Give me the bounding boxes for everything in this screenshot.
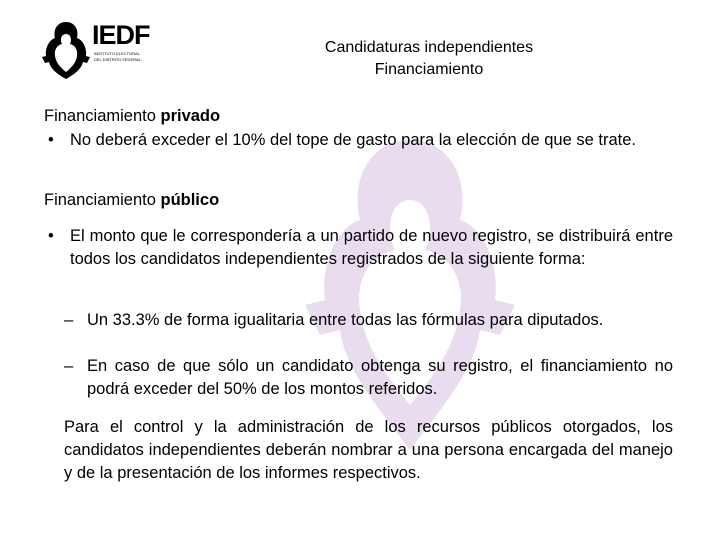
- bullet-marker: •: [48, 131, 54, 149]
- public-subitem-1: [64, 309, 673, 332]
- closing-paragraph: Para el control y la administración de los recursos públicos otorgados, los candidatos independientes deberán nombrar a una persona encargada del manejo y de la presentación de los informes respectivos.: [64, 418, 673, 482]
- subitem-text: En caso de que sólo un candidato obtenga su registro, el financiamiento no podrá exceder del 50% de los montos referidos.: [87, 357, 673, 398]
- public-bullet-text: El monto que le correspondería a un partido de nuevo registro, se distribuirá entre todos los candidatos independientes registrados de la siguiente forma:: [70, 227, 673, 268]
- watermark-emblem: [300, 130, 520, 460]
- iedf-emblem-icon: [42, 20, 90, 80]
- public-subitem-2: [64, 355, 673, 401]
- logo-text: IEDF: [92, 20, 150, 50]
- private-bullet-text: No deberá exceder el 10% del tope de gasto para la elección de que se trate.: [70, 131, 636, 149]
- iedf-logo: [42, 18, 152, 82]
- logo-subtext: INSTITUTO ELECTORAL DEL DISTRITO FEDERAL: [94, 51, 141, 62]
- dash-marker: –: [64, 357, 74, 375]
- private-bullet: [48, 129, 673, 152]
- public-heading: Financiamiento público: [44, 191, 220, 209]
- private-heading: Financiamiento privado: [44, 107, 221, 125]
- subitem-text: Un 33.3% de forma igualitaria entre todas las fórmulas para diputados.: [87, 311, 604, 329]
- title-line-2: Financiamiento: [374, 61, 484, 78]
- dash-marker: –: [64, 311, 74, 329]
- page-title: [240, 37, 618, 81]
- title-line-1: Candidaturas independientes: [324, 39, 534, 56]
- public-bullet: [48, 225, 673, 271]
- bullet-marker: •: [48, 227, 54, 245]
